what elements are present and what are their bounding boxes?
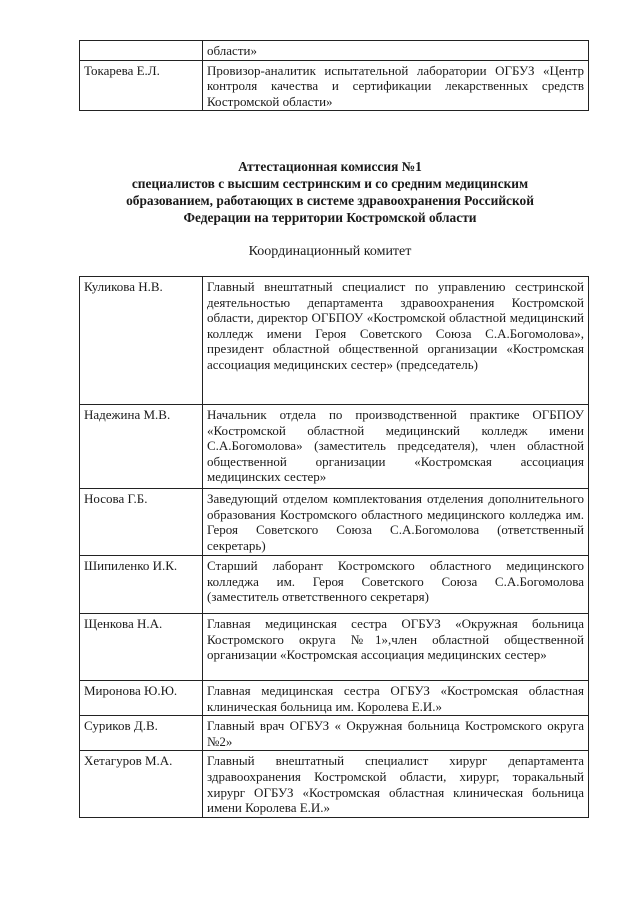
previous-commission-table xyxy=(79,40,589,111)
member-position: Главная медицинская сестра ОГБУЗ «Костромская областная клиническая больница им. Королева Е.И.» xyxy=(203,681,589,716)
committee-subheading: Координационный комитет xyxy=(248,244,412,259)
commission-heading xyxy=(60,158,600,226)
table-row xyxy=(80,60,589,111)
table-row xyxy=(80,41,589,61)
members-table xyxy=(79,276,589,818)
member-position: Заведующий отделом комплектования отделения дополнительного образования Костромского областного медицинского колледжа им. Героя Советского Союза С.А.Богомолова (ответственный секретарь) xyxy=(203,489,589,556)
member-name: Куликова Н.В. xyxy=(80,277,203,405)
heading-line: специалистов с высшим сестринским и со средним медицинским xyxy=(131,176,529,191)
member-position: Начальник отдела по производственной практике ОГБПОУ «Костромской областной медицинский колледж имени С.А.Богомолова» (заместитель председателя), член областной общественной организации «Костромская ассоциация медицинских сестер» xyxy=(203,405,589,489)
member-name: Надежина М.В. xyxy=(80,405,203,489)
member-position: области» xyxy=(203,41,589,61)
member-position: Старший лаборант Костромского областного медицинского колледжа им. Героя Советского Союза С.А.Богомолова (заместитель ответственного секретаря) xyxy=(203,556,589,614)
heading-line: образованием, работающих в системе здравоохранения Российской xyxy=(126,193,534,208)
member-position: Главная медицинская сестра ОГБУЗ «Окружная больница Костромского округа №1»,член областной общественной организации «Костромская ассоциация медицинских сестер» xyxy=(203,614,589,681)
member-name: Суриков Д.В. xyxy=(80,716,203,751)
member-name xyxy=(80,41,203,61)
member-name: Хетагуров М.А. xyxy=(80,751,203,818)
member-name: Миронова Ю.Ю. xyxy=(80,681,203,716)
member-name: Щенкова Н.А. xyxy=(80,614,203,681)
table-row xyxy=(80,681,589,716)
table-row xyxy=(80,751,589,818)
member-name: Шипиленко И.К. xyxy=(80,556,203,614)
member-position: Провизор-аналитик испытательной лаборатории ОГБУЗ «Центр контроля качества и сертификации лекарственных средств Костромской области» xyxy=(203,60,589,111)
member-name: Токарева Е.Л. xyxy=(80,60,203,111)
table-row xyxy=(80,614,589,681)
member-position: Главный внештатный специалист по управлению сестринской деятельностью департамента здравоохранения Костромской области, директор ОГБПОУ «Костромской областной медицинский колледж имени Героя Советского Союза С.А.Богомолова», президент областной общественной организации «Костромская ассоциация медицинских сестер» (председатель) xyxy=(203,277,589,405)
table-row xyxy=(80,556,589,614)
heading-line: Аттестационная комиссия №1 xyxy=(238,159,422,174)
table-row xyxy=(80,277,589,405)
member-name: Носова Г.Б. xyxy=(80,489,203,556)
table-row xyxy=(80,405,589,489)
member-position: Главный внештатный специалист хирург департамента здравоохранения Костромской области, хирург, торакальный хирург ОГБУЗ «Костромская областная клиническая больница имени Королева Е.И.» xyxy=(203,751,589,818)
member-position: Главный врач ОГБУЗ « Окружная больница Костромского округа №2» xyxy=(203,716,589,751)
table-row xyxy=(80,716,589,751)
heading-line: Федерации на территории Костромской области xyxy=(183,210,477,225)
table-row xyxy=(80,489,589,556)
